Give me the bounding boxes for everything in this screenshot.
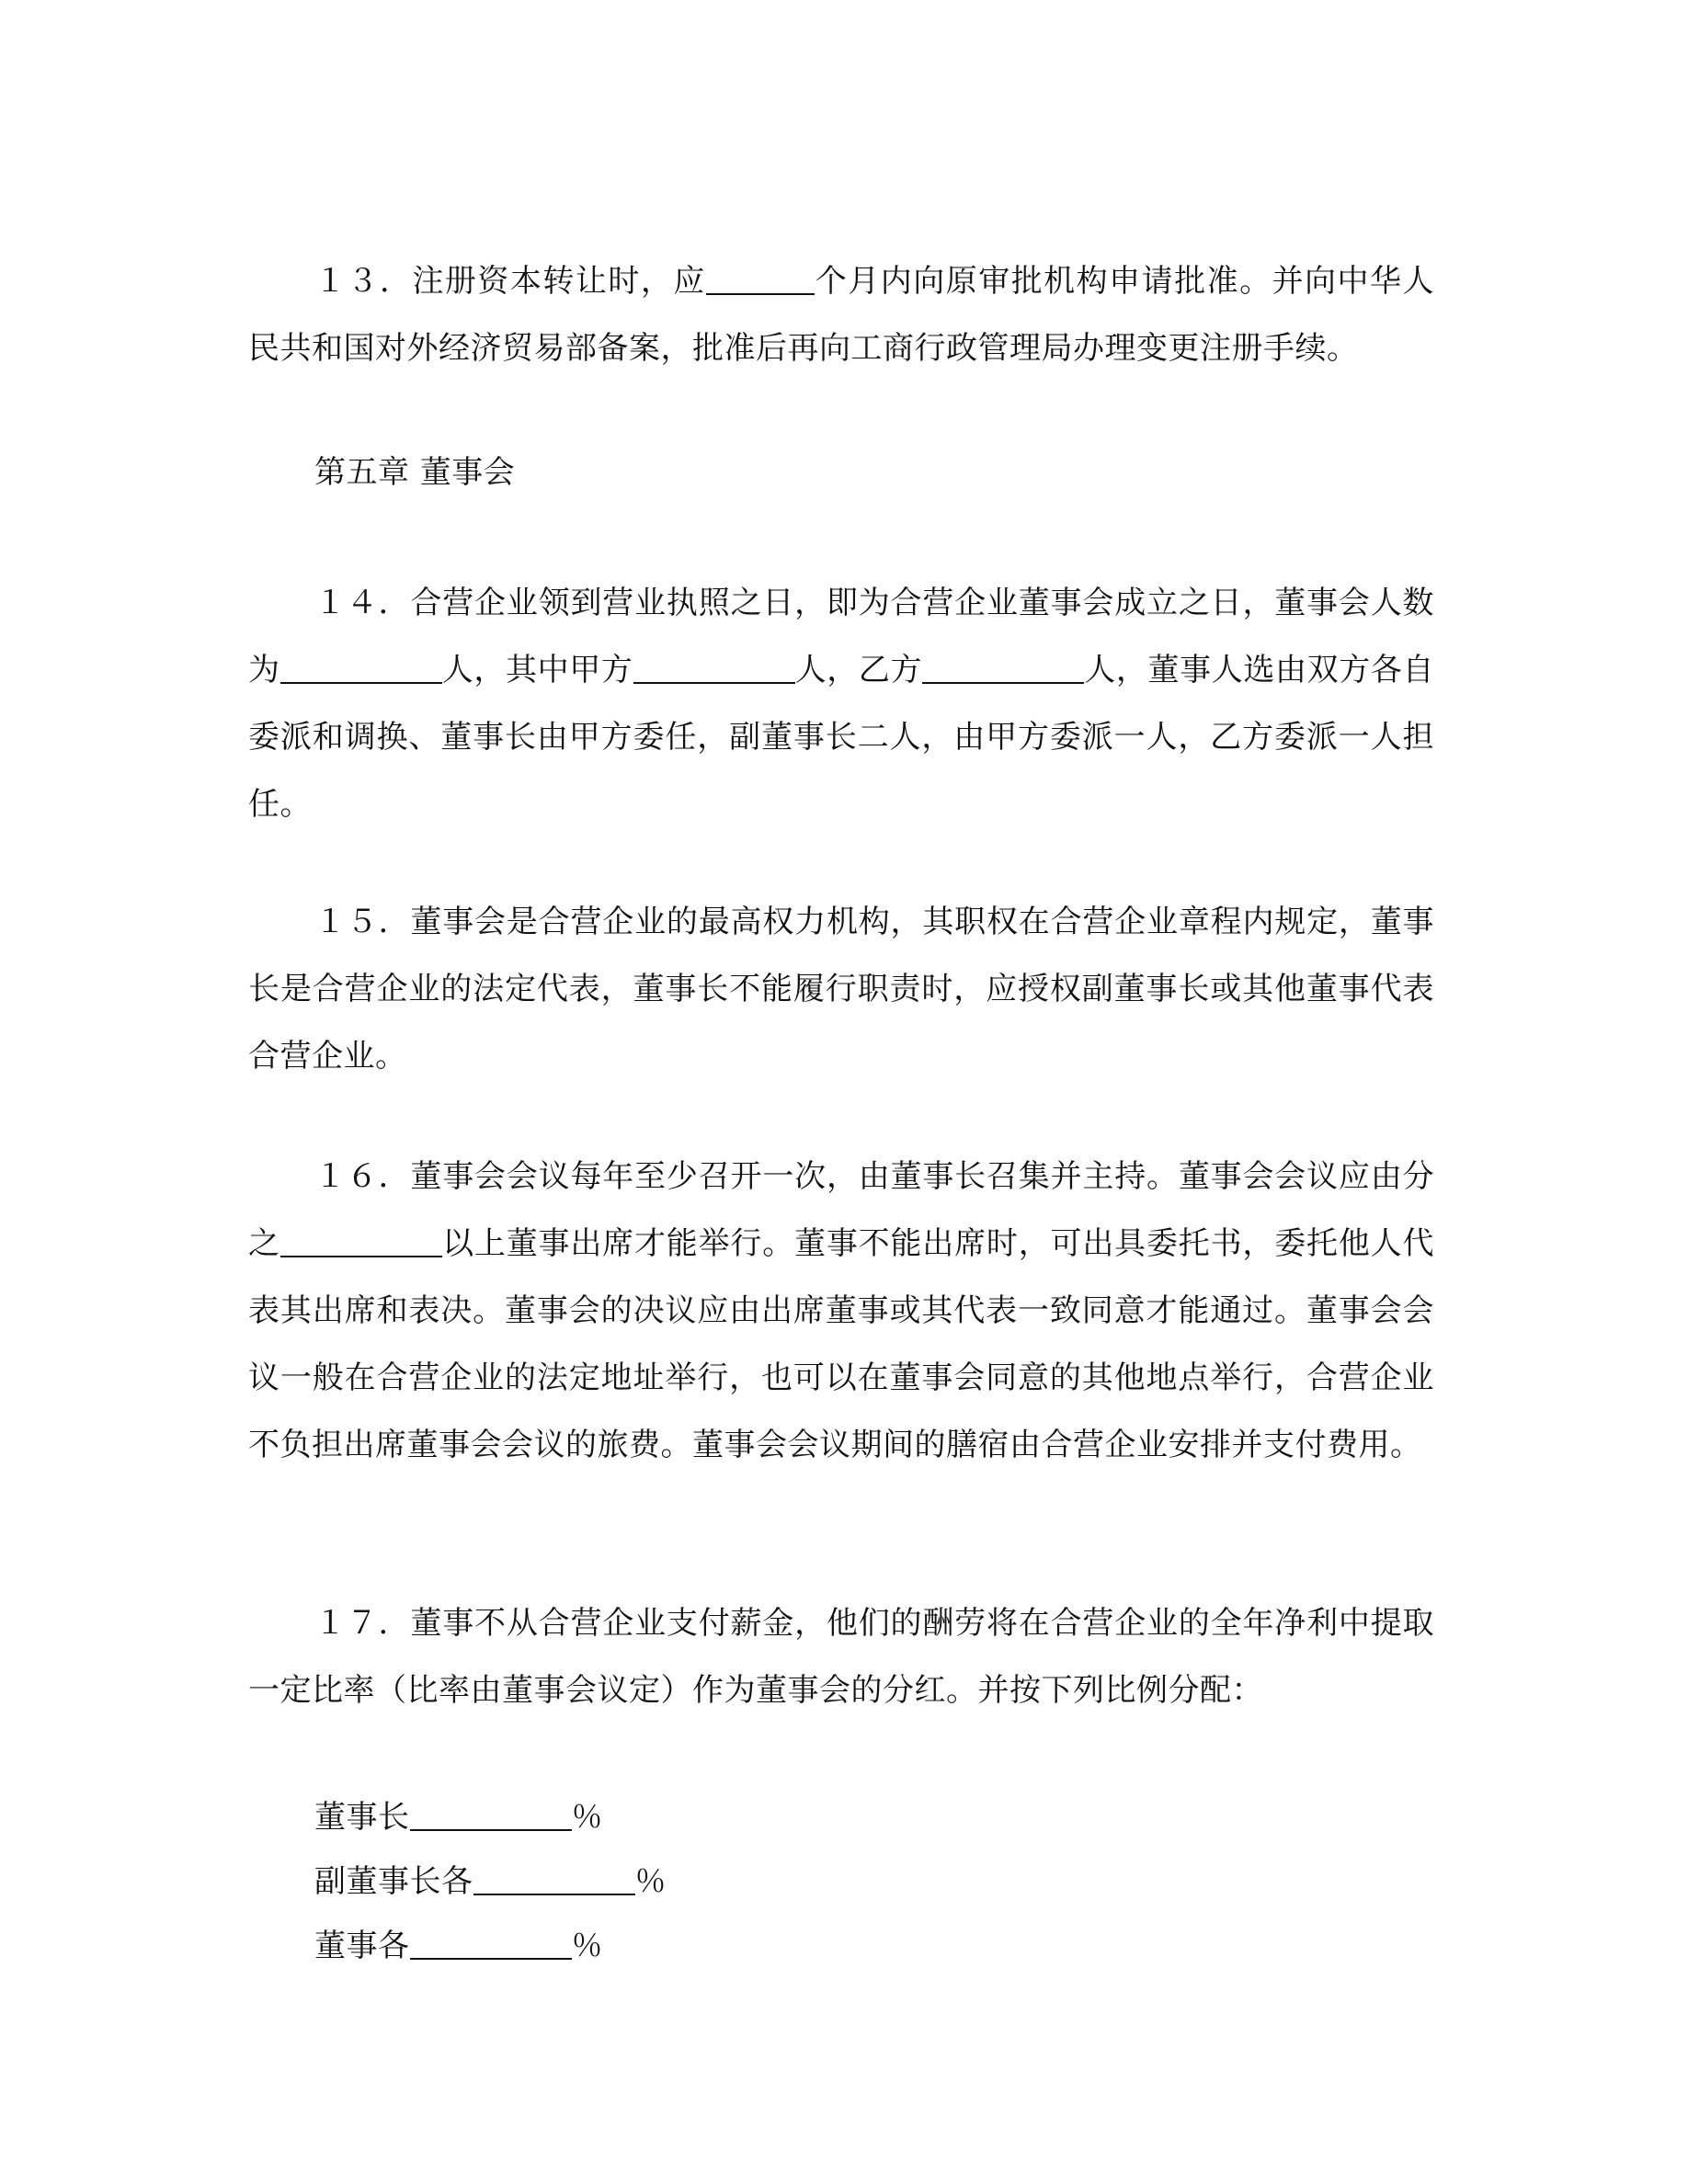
article-13-tail: 个月内向原审批机构申请批准。并向中华人民共和国对外经济贸易部备案，批准后再向工商行政管理局办理变更注册手续。 [248, 263, 1435, 367]
article-13-lead: １３．注册资本转让时，应 [314, 263, 706, 300]
article-15: １５．董事会是合营企业的最高权力机构，其职权在合营企业章程内规定，董事长是合营企业的法定代表，董事长不能履行职责时，应授权副董事长或其他董事代表合营企业。 [248, 904, 1434, 1075]
blank-vice-chairman-percent [473, 1862, 635, 1895]
blank-director-percent [410, 1927, 572, 1960]
chapter-5-heading: 第五章 董事会 [314, 454, 516, 491]
blank-chairman-percent [410, 1798, 572, 1831]
allocation-label: 董事各 [314, 1928, 410, 1964]
blank-quorum-fraction [280, 1224, 442, 1257]
article-16-tail: 以上董事出席才能举行。董事不能出席时，可出具委托书，委托他人代表其出席和表决。董事会的决议应由出席董事或其代表一致同意才能通过。董事会会议一般在合营企业的法定地址举行，也可以在董事会同意的其他地点举行，合营企业不负担出席董事会会议的旅费。董事会会议期间的膳宿由合营企业安排并支付费用。 [248, 1225, 1434, 1463]
article-14-mid1: 人，其中甲方 [441, 652, 633, 688]
blank-months [706, 262, 815, 295]
article-14-tail: 人，董事人选由双方各自委派和调换、董事长由甲方委任，副董事长二人，由甲方委派一人，乙方委派一人担任。 [248, 652, 1434, 823]
allocation-chairman [314, 1785, 667, 1849]
article-14-mid2: 人，乙方 [794, 652, 923, 688]
blank-board-total [280, 651, 442, 684]
article-17: １７．董事不从合营企业支付薪金，他们的酬劳将在合营企业的全年净利中提取一定比率（比率由董事会议定）作为董事会的分红。并按下列比例分配： [248, 1605, 1434, 1709]
allocation-label: 副董事长各 [314, 1863, 473, 1900]
article-16 [248, 1143, 1434, 1479]
article-14-lead: １４．合营企业领到营业执照之日，即为合营企业董事会成立之日，董事会人数为 [248, 585, 1434, 688]
blank-party-a-directors [633, 651, 795, 684]
allocation-label: 董事长 [314, 1799, 410, 1836]
article-16-lead: １６．董事会会议每年至少召开一次，由董事长召集并主持。董事会会议应由分之 [248, 1158, 1434, 1262]
article-14 [248, 570, 1434, 838]
allocation-director [314, 1914, 667, 1978]
allocation-list [314, 1785, 667, 1978]
article-13 [248, 248, 1434, 382]
percent-unit: ％ [571, 1799, 603, 1836]
allocation-vice-chairman [314, 1849, 667, 1914]
blank-party-b-directors [922, 651, 1084, 684]
percent-unit: ％ [634, 1863, 667, 1900]
percent-unit: ％ [571, 1928, 603, 1964]
